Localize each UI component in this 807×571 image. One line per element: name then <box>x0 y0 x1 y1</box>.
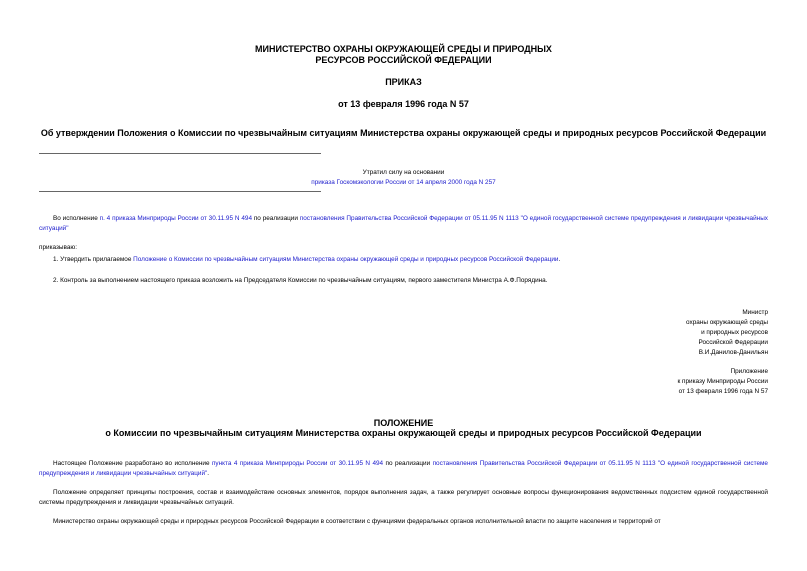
intro-text-1: Во исполнение <box>53 215 100 222</box>
intro-link-order-494[interactable]: п. 4 приказа Минприроды России от 30.11.95 N 494 <box>99 215 252 222</box>
divider-bottom <box>39 191 321 192</box>
document-type: ПРИКАЗ <box>385 77 422 87</box>
document-title: Об утверждении Положения о Комиссии по чрезвычайным ситуациям Министерства охраны окружающей среды и природных ресурсов Российской Федерации <box>40 128 767 138</box>
order-item-1-text: 1. Утвердить прилагаемое <box>53 256 134 263</box>
status-text: Утратил силу на основании <box>362 169 445 176</box>
status-link[interactable]: приказа Госкомэкологии России от 14 апреля 2000 года N 257 <box>311 179 496 186</box>
document-date: от 13 февраля 1996 года N 57 <box>338 99 469 109</box>
order-item-1-link[interactable]: Положение о Комиссии по чрезвычайным ситуациям Министерства охраны окружающей среды и природных ресурсов Российской Федерации <box>133 256 559 263</box>
regulation-p1-link-order-494[interactable]: пункта 4 приказа Минприроды России от 30.11.95 N 494 <box>211 460 384 467</box>
regulation-title: ПОЛОЖЕНИЕ <box>373 418 434 428</box>
divider-top <box>39 153 321 154</box>
intro-link-resolution-1113[interactable]: постановления Правительства Российской Федерации от 05.11.95 N 1113 "О единой государственной системе предупреждения и ликвидации чрезвычайных ситуаций" <box>39 215 768 232</box>
regulation-p1-text-2: по реализации <box>383 460 433 467</box>
appendix-line-1: Приложение <box>730 368 768 375</box>
intro-text-2: по реализации <box>252 215 300 222</box>
regulation-subtitle: о Комиссии по чрезвычайным ситуациям Министерства охраны окружающей среды и природных ресурсов Российской Федерации <box>105 428 702 438</box>
regulation-paragraph-1 <box>39 459 768 478</box>
regulation-p1-text-1: Настоящее Положение разработано во исполнение <box>53 460 212 467</box>
order-word: приказываю: <box>39 244 77 251</box>
regulation-p1-link-resolution-1113[interactable]: постановления Правительства Российской Федерации от 05.11.95 N 1113 "О единой государственной системе предупреждения и ликвидации чрезвычайных ситуаций" <box>39 460 768 477</box>
signature-line-4: Российской Федерации <box>698 339 768 346</box>
regulation-paragraph-3: Министерство охраны окружающей среды и природных ресурсов Российской Федерации в соответствии с функциями федеральных органов исполнительной власти по защите населения и территорий от <box>53 518 661 525</box>
signature-line-1: Министр <box>742 309 768 316</box>
ministry-name-line1: МИНИСТЕРСТВО ОХРАНЫ ОКРУЖАЮЩЕЙ СРЕДЫ И ПРИРОДНЫХ <box>255 44 552 54</box>
intro-paragraph <box>39 214 768 233</box>
order-item-1 <box>39 255 768 265</box>
signature-line-3: и природных ресурсов <box>701 329 768 336</box>
appendix-line-2: к приказу Минприроды России <box>677 378 768 385</box>
signature-line-5: В.И.Данилов-Данильян <box>698 349 768 356</box>
order-item-2: 2. Контроль за выполнением настоящего приказа возложить на Председателя Комиссии по чрезвычайным ситуациям, первого заместителя Министра А.Ф.Порядина. <box>53 277 548 284</box>
signature-block <box>568 308 768 358</box>
appendix-block <box>568 367 768 397</box>
signature-line-2: охраны окружающей среды <box>686 319 768 326</box>
appendix-line-3: от 13 февраля 1996 года N 57 <box>678 388 768 395</box>
ministry-name-line2: РЕСУРСОВ РОССИЙСКОЙ ФЕДЕРАЦИИ <box>315 55 492 65</box>
regulation-paragraph-2: Положение определяет принципы построения, состав и взаимодействие основных элементов, порядок выполнения задач, а также регулирует основные вопросы функционирования ведомственных подсистем единой государственной системы предупреждения и ликвидации чрезвычайных ситуаций. <box>39 489 768 506</box>
regulation-p1-end: . <box>207 469 210 477</box>
order-item-1-end: . <box>558 256 561 263</box>
